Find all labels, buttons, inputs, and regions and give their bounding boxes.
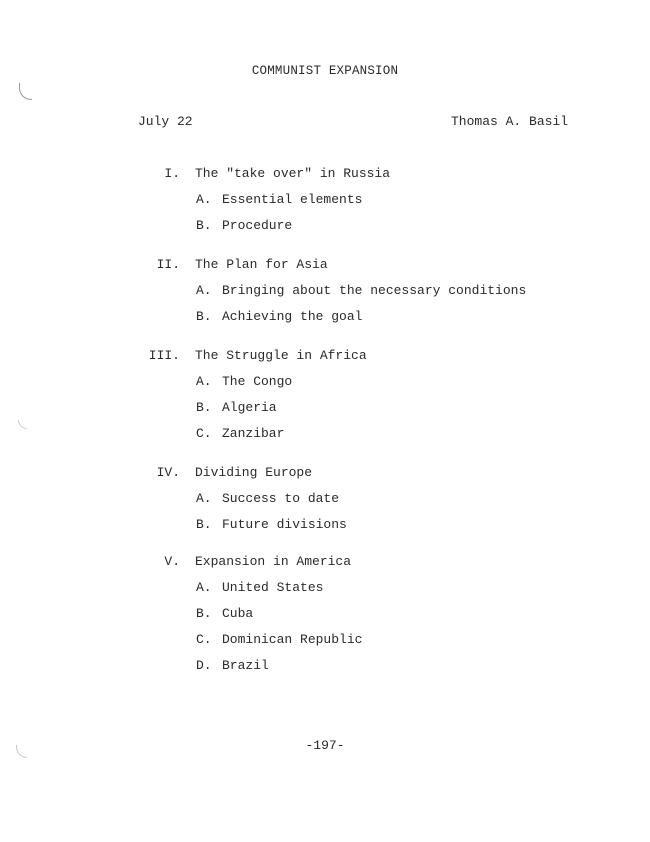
item-text: Future divisions <box>222 517 347 532</box>
item-text: Bringing about the necessary conditions <box>222 283 527 298</box>
section-heading: The Struggle in Africa <box>195 348 367 363</box>
item-letter: A. <box>196 491 212 506</box>
item-text: Cuba <box>222 606 254 621</box>
section-numeral: IV. <box>156 465 180 480</box>
item-text: Dominican Republic <box>222 632 363 647</box>
scan-mark <box>18 420 27 429</box>
item-letter: B. <box>196 606 212 621</box>
item-text: The Congo <box>222 374 293 389</box>
section-heading: The "take over" in Russia <box>195 166 391 181</box>
item-letter: A. <box>196 374 212 389</box>
item-letter: B. <box>196 400 212 415</box>
section-numeral: II. <box>156 257 180 272</box>
item-letter: C. <box>196 632 212 647</box>
page-number: -197- <box>305 738 345 753</box>
scan-mark <box>19 83 32 100</box>
section-heading: Expansion in America <box>195 554 352 569</box>
item-letter: B. <box>196 218 212 233</box>
item-text: Achieving the goal <box>222 309 363 324</box>
item-letter: C. <box>196 426 212 441</box>
section-numeral: I. <box>164 166 180 181</box>
item-text: Success to date <box>222 491 340 506</box>
item-text: Algeria <box>222 400 277 415</box>
document-author: Thomas A. Basil <box>451 114 569 129</box>
section-heading: The Plan for Asia <box>195 257 328 272</box>
section-heading: Dividing Europe <box>195 465 313 480</box>
document-date: July 22 <box>138 114 193 129</box>
item-text: Procedure <box>222 218 293 233</box>
item-letter: A. <box>196 192 212 207</box>
item-letter: A. <box>196 283 212 298</box>
item-text: Zanzibar <box>222 426 285 441</box>
section-numeral: V. <box>164 554 180 569</box>
item-letter: D. <box>196 658 212 673</box>
item-letter: A. <box>196 580 212 595</box>
document-title: COMMUNIST EXPANSION <box>251 64 399 78</box>
section-numeral: III. <box>148 348 180 363</box>
item-text: Brazil <box>222 658 269 673</box>
item-letter: B. <box>196 309 212 324</box>
item-text: Essential elements <box>222 192 363 207</box>
item-text: United States <box>222 580 324 595</box>
item-letter: B. <box>196 517 212 532</box>
